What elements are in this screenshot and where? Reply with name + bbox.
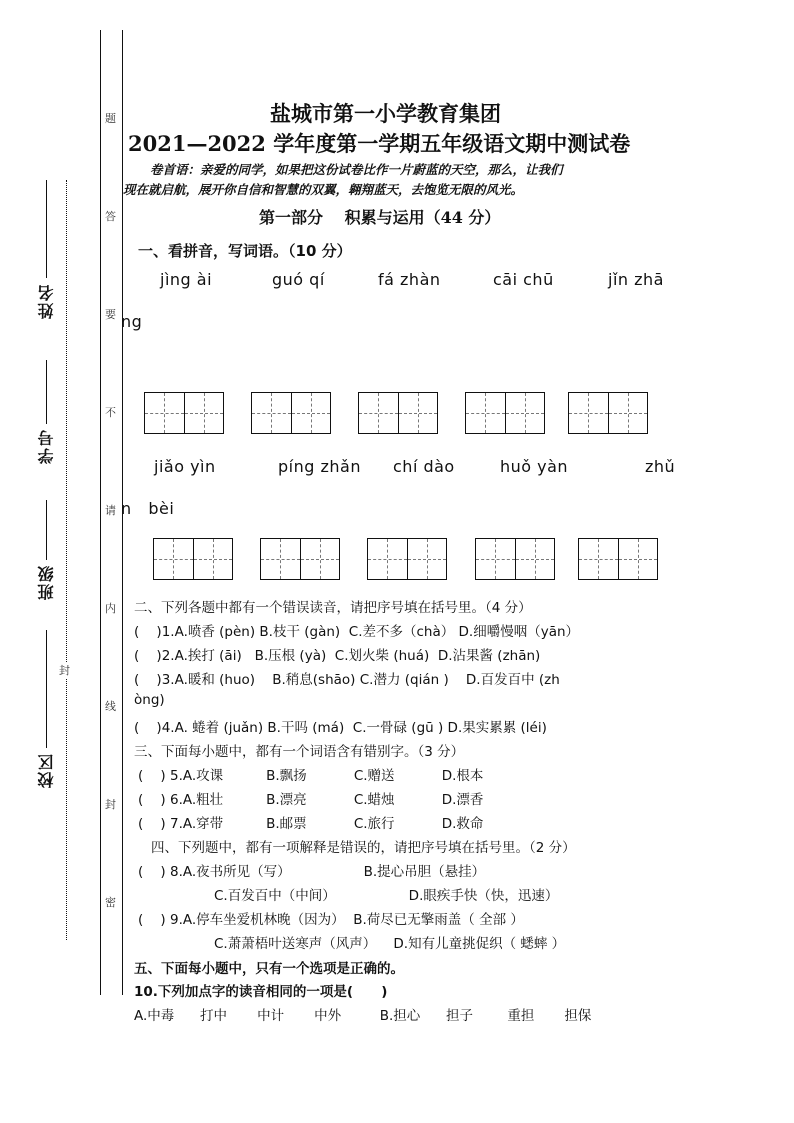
exam-title: 2021—2022 学年度第一学期五年级语文期中测试卷 <box>128 131 631 156</box>
pinyin: jìng ài <box>160 270 213 289</box>
answer-box[interactable] <box>153 538 233 580</box>
answer-box[interactable] <box>367 538 447 580</box>
margin-warning-char: 线 <box>105 700 116 713</box>
pinyin-wrap: n bèi <box>121 499 175 518</box>
q2-item: ( )3.A.暖和 (huo) B.稍息(shāo) C.潜力 (qián ) D.百发百中 (zh <box>134 672 560 688</box>
answer-box[interactable] <box>358 392 438 434</box>
q3-item: ( ) 5.A.攻课 B.飘扬 C.赠送 D.根本 <box>138 768 484 784</box>
seal-dotted-line <box>66 180 67 940</box>
q2-title: 二、下列各题中都有一个错误读音，请把序号填在括号里。（4 分） <box>134 600 532 616</box>
pinyin: guó qí <box>272 270 325 289</box>
q10-question: 10.下列加点字的读音相同的一项是( ) <box>134 984 388 1000</box>
margin-warning-char: 请 <box>105 504 116 517</box>
seal-char: 封 <box>59 664 70 677</box>
q3-item: ( ) 6.A.粗壮 B.漂亮 C.蜡烛 D.漂香 <box>138 792 484 808</box>
pinyin: huǒ yàn <box>500 457 569 476</box>
q10-options: A.中毒 打中 中计 中外 B.担心 担子 重担 担保 <box>134 1008 592 1024</box>
class-label: 班级 <box>37 564 56 600</box>
name-label: 姓名 <box>37 283 56 319</box>
class-field-line[interactable] <box>46 500 47 560</box>
q4-item: ( ) 8.A.夜书所见（写） B.提心吊胆（悬挂） <box>138 864 486 880</box>
q2-item: ( )4.A. 蜷着 (juǎn) B.干吗 (má) C.一骨碌 (gū ) D.果实累累 (léi) <box>134 720 547 736</box>
pinyin: píng zhǎn <box>278 457 361 476</box>
answer-box[interactable] <box>475 538 555 580</box>
margin-warning-char: 不 <box>105 406 116 419</box>
pinyin: zhǔ <box>645 457 676 476</box>
preface-line-1: 卷首语：亲爱的同学，如果把这份试卷比作一片蔚蓝的天空，那么，让我们 <box>150 162 563 177</box>
pinyin: fá zhàn <box>378 270 441 289</box>
school-field-line[interactable] <box>46 630 47 748</box>
pinyin: cāi chū <box>493 270 554 289</box>
q3-title: 三、下面每小题中，都有一个词语含有错别字。（3 分） <box>134 744 465 760</box>
student-id-label: 学号 <box>37 428 56 464</box>
margin-warning-char: 内 <box>105 602 116 615</box>
margin-outer-line <box>100 30 101 995</box>
q2-item-wrap: òng) <box>134 692 165 708</box>
pinyin: jiǎo yìn <box>154 457 216 476</box>
school-name: 盐城市第一小学教育集团 <box>270 101 501 126</box>
pinyin: chí dào <box>393 457 455 476</box>
margin-warning-char: 答 <box>105 210 116 223</box>
school-label: 校区 <box>37 752 56 788</box>
pinyin-wrap: ng <box>121 312 143 331</box>
answer-box[interactable] <box>578 538 658 580</box>
q4-item: ( ) 9.A.停车坐爱机林晚（因为） B.荷尽已无擎雨盖（ 全部 ） <box>138 912 524 928</box>
student-id-field-line[interactable] <box>46 360 47 424</box>
q3-item: ( ) 7.A.穿带 B.邮票 C.旅行 D.救命 <box>138 816 484 832</box>
part1-title: 第一部分 积累与运用（44 分） <box>259 208 501 227</box>
answer-box[interactable] <box>260 538 340 580</box>
q1-title: 一、看拼音，写词语。（10 分） <box>138 242 352 260</box>
q4-item: C.百发百中（中间） D.眼疾手快（快，迅速） <box>214 888 559 904</box>
q5-title: 五、下面每小题中，只有一个选项是正确的。 <box>134 961 404 977</box>
answer-box[interactable] <box>251 392 331 434</box>
q4-item: C.萧萧梧叶送寒声（风声） D.知有儿童挑促织（ 蟋蟀 ） <box>214 936 566 952</box>
q4-title: 四、下列题中，都有一项解释是错误的，请把序号填在括号里。（2 分） <box>151 840 576 856</box>
answer-box[interactable] <box>568 392 648 434</box>
pinyin: jǐn zhā <box>608 270 664 289</box>
answer-box[interactable] <box>465 392 545 434</box>
margin-warning-char: 要 <box>105 308 116 321</box>
margin-warning-char: 封 <box>105 798 116 811</box>
name-field-line[interactable] <box>46 180 47 278</box>
q2-item: ( )2.A.挨打 (āi) B.压根 (yà) C.划火柴 (huá) D.沾果酱 (zhān) <box>134 648 541 664</box>
answer-box[interactable] <box>144 392 224 434</box>
preface-line-2: 现在就启航，展开你自信和智慧的双翼，翱翔蓝天，去饱览无限的风光。 <box>123 182 524 197</box>
margin-warning-char: 题 <box>105 112 116 125</box>
q2-item: ( )1.A.喷香 (pèn) B.枝干 (gàn) C.差不多（chà） D.细嚼慢咽（yān） <box>134 624 580 640</box>
margin-warning-char: 密 <box>105 896 116 909</box>
